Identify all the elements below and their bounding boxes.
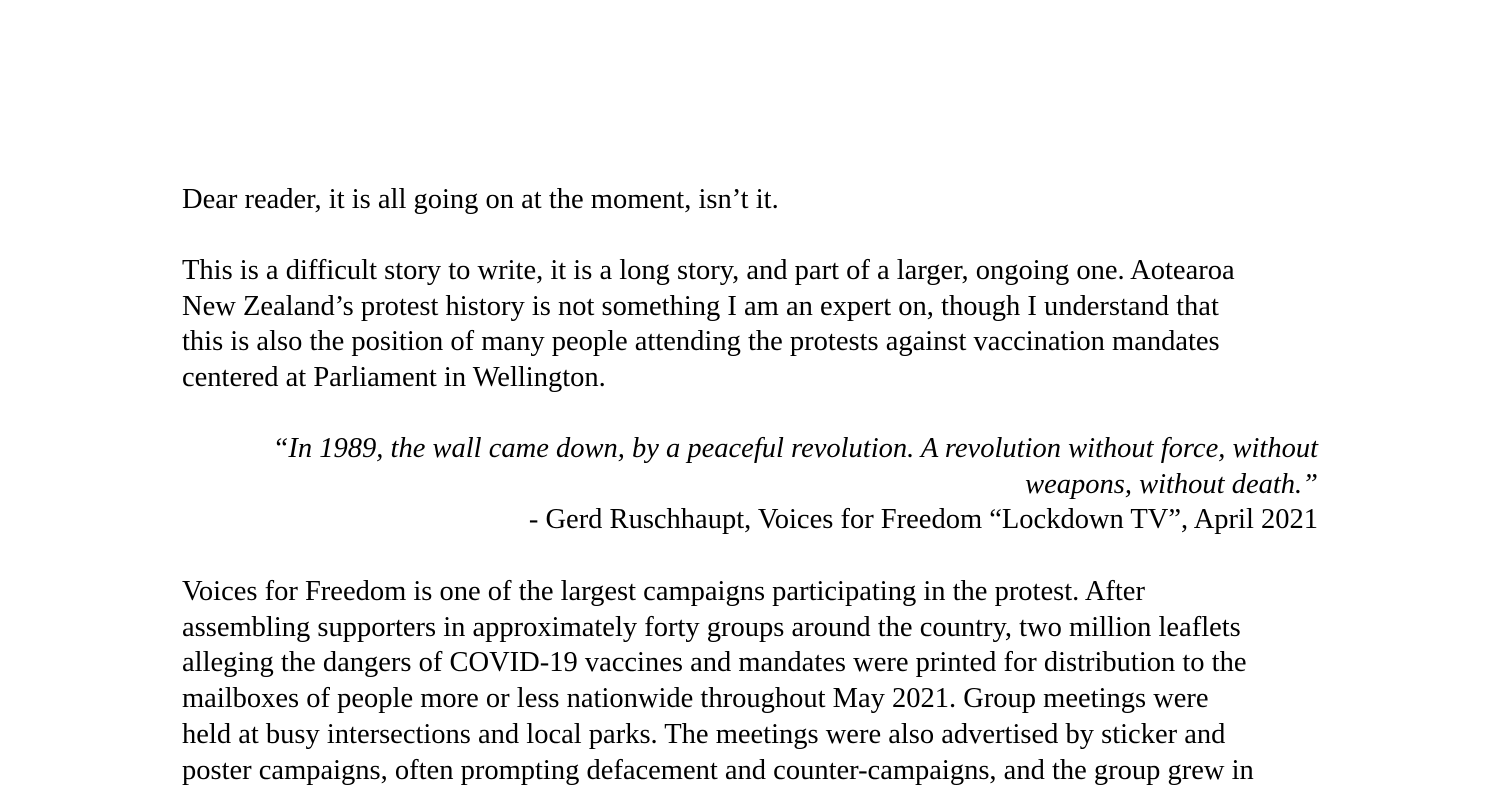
intro-line-2: New Zealand’s protest history is not something I am an expert on, though I understand that	[182, 290, 1219, 322]
vff-line-5: held at busy intersections and local parks. The meetings were also advertised by sticker and	[182, 718, 1226, 750]
intro-line-4: centered at Parliament in Wellington.	[182, 362, 606, 394]
vff-line-1: Voices for Freedom is one of the largest campaigns participating in the protest. After	[182, 576, 1145, 607]
vff-line-3: alleging the dangers of COVID-19 vaccines and mandates were printed for distribution to the	[182, 647, 1247, 679]
vff-line-2: assembling supporters in approximately forty groups around the country, two million leaflets	[182, 611, 1241, 643]
intro-line-3: this is also the position of many people attending the protests against vaccination mandates	[182, 326, 1220, 358]
intro-line-1: This is a difficult story to write, it is a long story, and part of a larger, ongoing one. Aotearoa	[182, 255, 1235, 286]
greeting-line: Dear reader, it is all going on at the moment, isn’t it.	[182, 184, 779, 215]
epigraph-quote	[182, 431, 1318, 538]
vff-line-6: poster campaigns, often prompting defacement and counter-campaigns, and the group grew in	[182, 754, 1254, 785]
quote-attribution: - Gerd Ruschhaupt, Voices for Freedom “Lockdown TV”, April 2021	[528, 504, 1318, 536]
quote-line-1: “In 1989, the wall came down, by a peaceful revolution. A revolution without force, without	[272, 433, 1318, 464]
vff-line-4: mailboxes of people more or less nationwide throughout May 2021. Group meetings were	[182, 683, 1209, 715]
voices-for-freedom-paragraph	[182, 574, 1318, 785]
intro-paragraph	[182, 253, 1318, 396]
quote-line-2: weapons, without death.”	[1025, 468, 1318, 500]
greeting-paragraph	[182, 182, 1318, 218]
